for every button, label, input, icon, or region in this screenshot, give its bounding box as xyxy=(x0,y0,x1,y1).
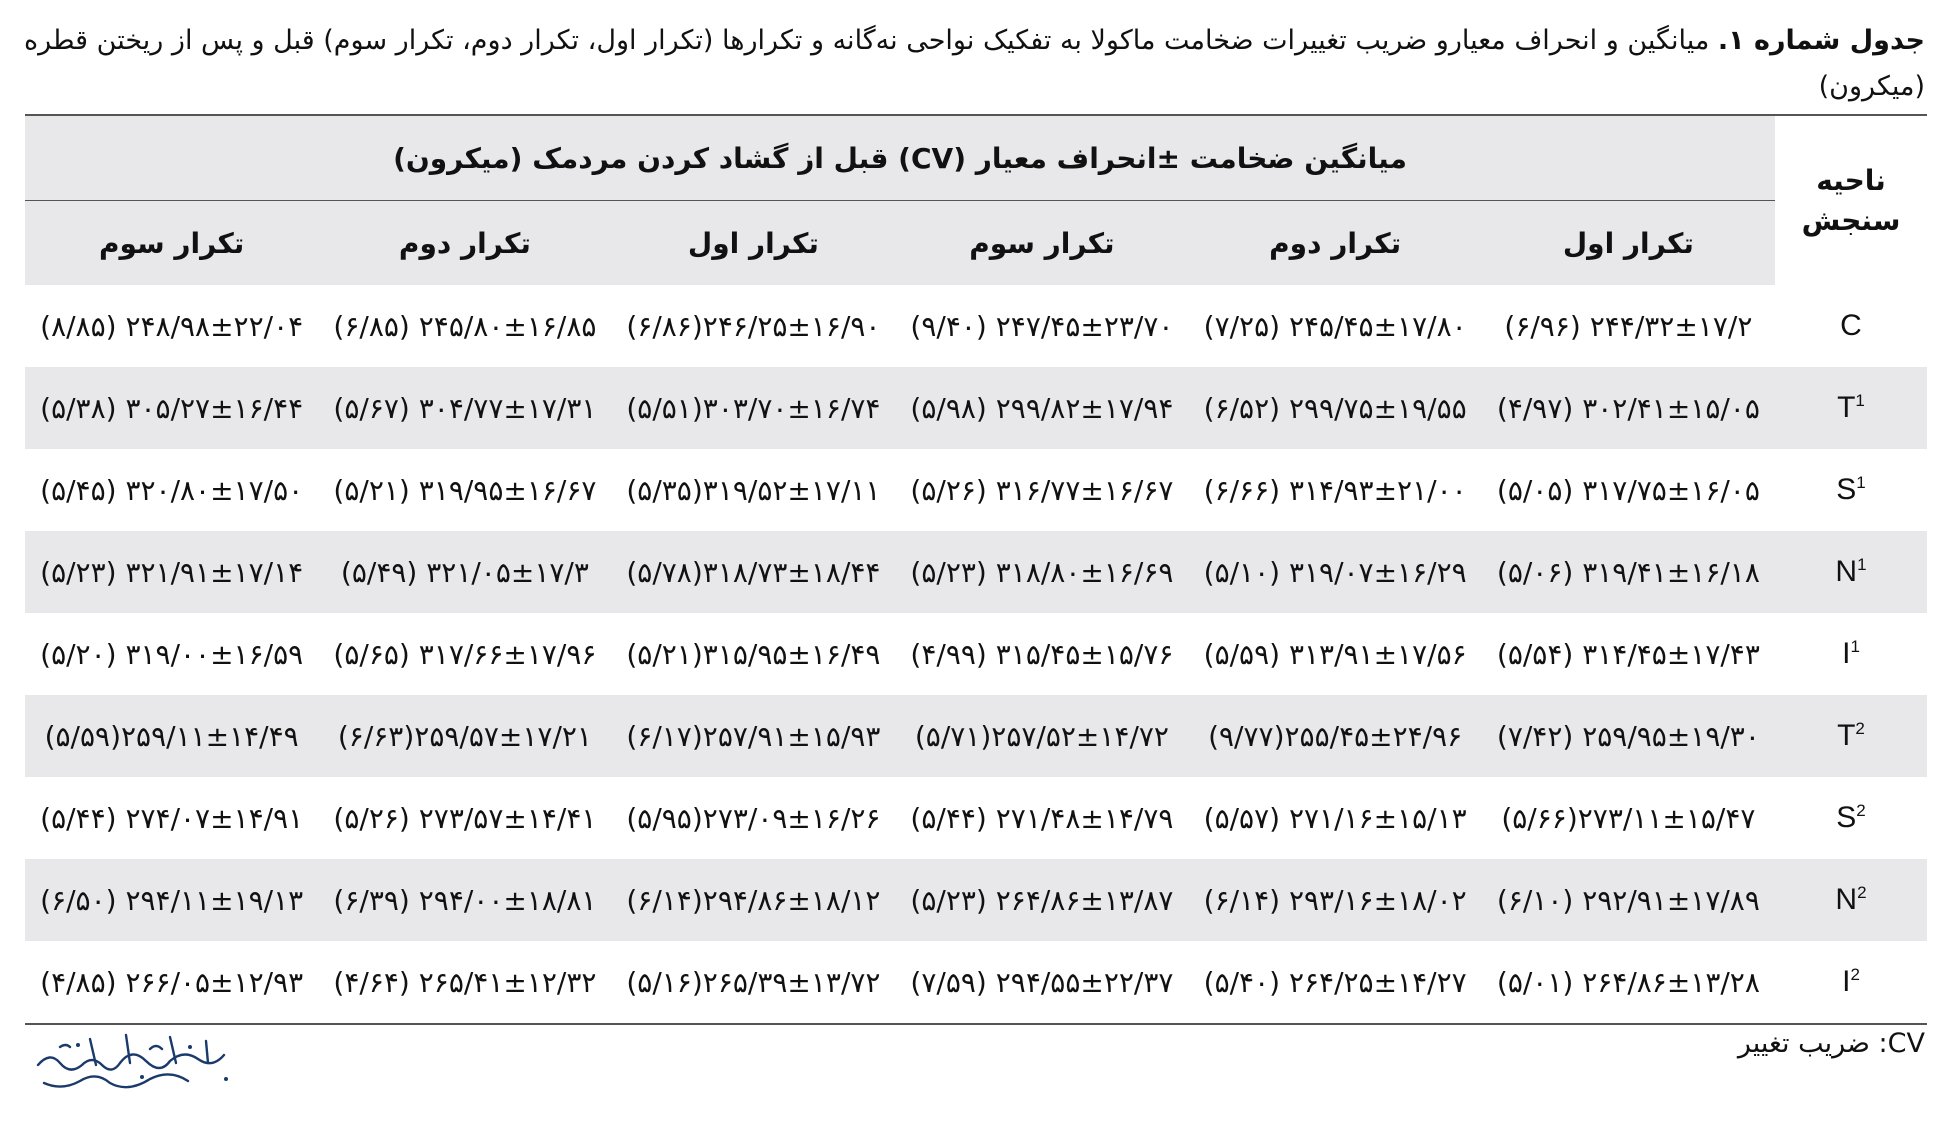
value-cell: ۲۴۶/۲۵±۱۶/۹۰(۶/۸۶) xyxy=(626,309,881,343)
value-cell: ۲۹۹/۸۲±۱۷/۹۴ (۵/۹۸) xyxy=(895,367,1188,449)
column-header: تکرار سوم xyxy=(895,201,1188,286)
footnote: CV: ضریب تغییر xyxy=(1737,1028,1925,1059)
journal-logo xyxy=(30,1025,245,1097)
table-body xyxy=(25,285,1927,1024)
value-cell: ۲۹۴/۸۶±۱۸/۱۲(۶/۱۴) xyxy=(612,859,896,941)
region-label: N xyxy=(1835,555,1858,588)
value-cell: ۲۹۳/۱۶±۱۸/۰۲ (۶/۱۴) xyxy=(1189,859,1482,941)
value-cell: ۲۴۵/۴۵±۱۷/۸۰ (۷/۲۵) xyxy=(1203,309,1467,343)
region-index: 1 xyxy=(1855,391,1865,410)
value-cell: ۲۵۷/۵۲±۱۴/۷۲(۵/۷۱) xyxy=(895,695,1188,777)
region-label: N xyxy=(1835,883,1858,916)
table-row xyxy=(25,695,1927,777)
value-cell: ۲۶۴/۲۵±۱۴/۲۷ (۵/۴۰) xyxy=(1189,941,1482,1024)
value-cell: ۳۱۹/۵۲±۱۷/۱۱(۵/۳۵) xyxy=(626,473,881,507)
table-row xyxy=(25,777,1927,859)
region-label: C xyxy=(1840,309,1862,342)
region-cell xyxy=(1775,531,1927,613)
region-cell xyxy=(1775,777,1927,859)
caption-label: جدول شماره ۱. xyxy=(1717,25,1925,56)
value-cell: ۳۱۹/۹۵±۱۶/۶۷ (۵/۲۱) xyxy=(333,473,597,507)
region-label: S xyxy=(1836,473,1857,506)
column-header: تکرار دوم xyxy=(1189,201,1482,286)
value-cell: ۲۷۳/۵۷±۱۴/۴۱ (۵/۲۶) xyxy=(333,801,597,835)
value-cell: ۲۶۶/۰۵±۱۲/۹۳ (۴/۸۵) xyxy=(25,941,318,1024)
region-index: 2 xyxy=(1856,801,1866,820)
region-cell xyxy=(1775,449,1927,531)
table-row xyxy=(25,941,1927,1024)
value-cell: ۳۲۱/۹۱±۱۷/۱۴ (۵/۲۳) xyxy=(25,531,318,613)
table-row xyxy=(25,859,1927,941)
value-cell: ۲۶۴/۸۶±۱۳/۸۷ (۵/۲۳) xyxy=(895,859,1188,941)
value-cell: ۲۵۷/۹۱±۱۵/۹۳(۶/۱۷) xyxy=(612,695,896,777)
column-header: تکرار اول xyxy=(612,201,896,286)
table-row xyxy=(25,285,1927,367)
region-label: I xyxy=(1842,637,1851,670)
group-header: میانگین ضخامت ±انحراف معیار (CV) قبل از گشاد کردن مردمک (میکرون) xyxy=(25,115,1775,201)
column-header: تکرار اول xyxy=(1482,201,1775,286)
value-cell: ۳۰۳/۷۰±۱۶/۷۴(۵/۵۱) xyxy=(612,367,896,449)
caption-text: میانگین و انحراف معیارو ضریب تغییرات ضخامت ماکولا به تفکیک نواحی نه‌گانه و تکرارها (تکرار اول، تکرار دوم، تکرار سوم) قبل و پس از ریختن قطره (میکرون) xyxy=(23,25,1925,102)
value-cell: ۲۶۵/۴۱±۱۲/۳۲ (۴/۶۴) xyxy=(318,941,611,1024)
value-cell: ۲۴۸/۹۸±۲۲/۰۴ (۸/۸۵) xyxy=(40,309,304,343)
value-cell: ۲۷۴/۰۷±۱۴/۹۱ (۵/۴۴) xyxy=(40,801,304,835)
region-cell xyxy=(1775,941,1927,1024)
value-cell: ۳۱۴/۴۵±۱۷/۴۳ (۵/۵۴) xyxy=(1496,637,1760,671)
region-cell xyxy=(1775,695,1927,777)
table-row xyxy=(25,449,1927,531)
column-header: تکرار سوم xyxy=(25,201,318,286)
value-cell: ۲۹۴/۰۰±۱۸/۸۱ (۶/۳۹) xyxy=(318,859,611,941)
value-cell: ۲۷۳/۱۱±۱۵/۴۷(۵/۶۶) xyxy=(1501,801,1756,835)
value-cell: ۲۴۷/۴۵±۲۳/۷۰ (۹/۴۰) xyxy=(910,309,1174,343)
data-table xyxy=(25,114,1927,1025)
table-row xyxy=(25,613,1927,695)
table-row xyxy=(25,531,1927,613)
value-cell: ۳۱۳/۹۱±۱۷/۵۶ (۵/۵۹) xyxy=(1203,637,1467,671)
table-row xyxy=(25,367,1927,449)
region-cell xyxy=(1775,285,1927,367)
value-cell: ۲۹۴/۱۱±۱۹/۱۳ (۶/۵۰) xyxy=(25,859,318,941)
value-cell: ۲۴۵/۸۰±۱۶/۸۵ (۶/۸۵) xyxy=(333,309,597,343)
value-cell: ۳۱۶/۷۷±۱۶/۶۷ (۵/۲۶) xyxy=(910,473,1174,507)
value-cell: ۳۱۸/۷۳±۱۸/۴۴(۵/۷۸) xyxy=(612,531,896,613)
value-cell: ۲۶۵/۳۹±۱۳/۷۲(۵/۱۶) xyxy=(612,941,896,1024)
region-label: I xyxy=(1842,965,1851,998)
region-cell xyxy=(1775,859,1927,941)
region-index: 2 xyxy=(1857,883,1867,902)
value-cell: ۲۹۹/۷۵±۱۹/۵۵ (۶/۵۲) xyxy=(1189,367,1482,449)
value-cell: ۲۶۴/۸۶±۱۳/۲۸ (۵/۰۱) xyxy=(1482,941,1775,1024)
value-cell: ۳۱۹/۰۷±۱۶/۲۹ (۵/۱۰) xyxy=(1189,531,1482,613)
value-cell: ۲۹۲/۹۱±۱۷/۸۹ (۶/۱۰) xyxy=(1482,859,1775,941)
value-cell: ۳۲۱/۰۵±۱۷/۳ (۵/۴۹) xyxy=(318,531,611,613)
region-cell xyxy=(1775,613,1927,695)
value-cell: ۲۷۳/۰۹±۱۶/۲۶(۵/۹۵) xyxy=(626,801,881,835)
region-index: 2 xyxy=(1850,965,1860,984)
region-index: 1 xyxy=(1856,473,1866,492)
value-cell: ۳۰۴/۷۷±۱۷/۳۱ (۵/۶۷) xyxy=(318,367,611,449)
value-cell: ۲۷۱/۱۶±۱۵/۱۳ (۵/۵۷) xyxy=(1203,801,1467,835)
value-cell: ۲۵۹/۱۱±۱۴/۴۹(۵/۵۹) xyxy=(25,695,318,777)
value-cell: ۲۹۴/۵۵±۲۲/۳۷ (۷/۵۹) xyxy=(895,941,1188,1024)
region-label: S xyxy=(1836,801,1857,834)
region-index: 1 xyxy=(1850,637,1860,656)
value-cell: ۳۱۵/۹۵±۱۶/۴۹(۵/۲۱) xyxy=(626,637,881,671)
value-cell: ۳۱۷/۷۵±۱۶/۰۵ (۵/۰۵) xyxy=(1496,473,1760,507)
region-label: T xyxy=(1837,719,1856,752)
value-cell: ۳۰۲/۴۱±۱۵/۰۵ (۴/۹۷) xyxy=(1482,367,1775,449)
value-cell: ۲۵۹/۵۷±۱۷/۲۱(۶/۶۳) xyxy=(318,695,611,777)
region-cell xyxy=(1775,367,1927,449)
table-caption xyxy=(8,18,1925,110)
region-label: T xyxy=(1837,391,1856,424)
value-cell: ۲۵۵/۴۵±۲۴/۹۶(۹/۷۷) xyxy=(1189,695,1482,777)
value-cell: ۳۲۰/۸۰±۱۷/۵۰ (۵/۴۵) xyxy=(40,473,304,507)
value-cell: ۳۱۸/۸۰±۱۶/۶۹ (۵/۲۳) xyxy=(895,531,1188,613)
value-cell: ۳۰۵/۲۷±۱۶/۴۴ (۵/۳۸) xyxy=(25,367,318,449)
value-cell: ۳۱۴/۹۳±۲۱/۰۰ (۶/۶۶) xyxy=(1203,473,1467,507)
value-cell: ۳۱۹/۴۱±۱۶/۱۸ (۵/۰۶) xyxy=(1482,531,1775,613)
value-cell: ۲۴۴/۳۲±۱۷/۲ (۶/۹۶) xyxy=(1504,309,1753,343)
value-cell: ۲۵۹/۹۵±۱۹/۳۰ (۷/۴۲) xyxy=(1482,695,1775,777)
column-header: تکرار دوم xyxy=(318,201,611,286)
value-cell: ۳۱۹/۰۰±۱۶/۵۹ (۵/۲۰) xyxy=(40,637,304,671)
region-header: ناحیه سنجش xyxy=(1775,115,1927,285)
value-cell: ۳۱۵/۴۵±۱۵/۷۶ (۴/۹۹) xyxy=(910,637,1174,671)
region-index: 1 xyxy=(1857,555,1867,574)
region-index: 2 xyxy=(1855,719,1865,738)
value-cell: ۲۷۱/۴۸±۱۴/۷۹ (۵/۴۴) xyxy=(910,801,1174,835)
value-cell: ۳۱۷/۶۶±۱۷/۹۶ (۵/۶۵) xyxy=(333,637,597,671)
